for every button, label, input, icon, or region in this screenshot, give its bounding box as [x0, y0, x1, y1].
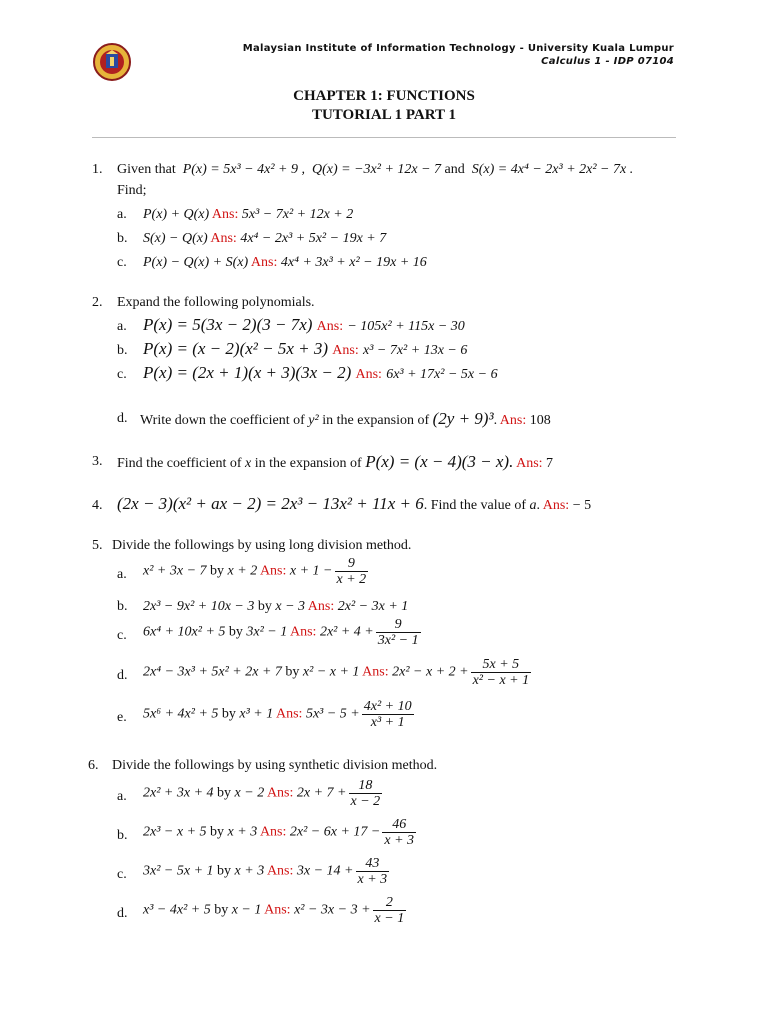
q1-find: Find; [117, 183, 147, 198]
q6-part-b-by: by [210, 824, 225, 840]
q6-number: 6. [88, 758, 99, 773]
q2-part-a [143, 316, 465, 336]
fraction-numerator: 9 [394, 617, 402, 632]
answer-label: Ans: [355, 367, 382, 382]
q6-part-c-ans: 3x − 14 + [296, 863, 354, 879]
q4-number: 4. [92, 498, 103, 513]
q1-given: Given that [117, 162, 176, 177]
q4-answer: − 5 [572, 498, 592, 513]
q4-expr: (2x − 3)(x² + ax − 2) = 2x³ − 13x² + 11x + 6 [117, 494, 424, 513]
q5-part-b [143, 598, 408, 616]
q6-part-c [143, 856, 391, 887]
q1-and: and [444, 162, 465, 177]
q5-part-a-fraction [335, 556, 369, 587]
q1-p: P(x) = 5x³ − 4x² + 9 , [182, 162, 305, 177]
q4-statement: (2x − 3)(x² + ax − 2) = 2x³ − 13x² + 11x + 6. Find the value of a. Ans: − 5 [117, 494, 592, 513]
q1-part-c [143, 254, 427, 272]
fraction-denominator: 3x² − 1 [377, 633, 419, 648]
q1-part-a [143, 206, 353, 224]
q6-part-c-divisor: x + 3 [234, 863, 265, 879]
q6-text: Divide the followings by using synthetic division method. [112, 758, 438, 773]
q5-part-a-by: by [210, 563, 225, 579]
q2-part-b-answer: x³ − 7x² + 13x − 6 [362, 343, 468, 358]
q5-part-d-label: d. [117, 668, 128, 683]
q2-part-d-var: y² [308, 413, 319, 428]
q6-part-b-fraction [382, 817, 416, 848]
fraction-numerator: 46 [392, 817, 407, 832]
q3-var: x [245, 456, 252, 471]
answer-label: Ans: [499, 413, 527, 428]
q5-part-d-ans: 2x² − x + 2 + [392, 664, 469, 680]
course-code: Calculus 1 - IDP 07104 [541, 56, 674, 67]
fraction-numerator: 43 [365, 856, 380, 871]
answer-label: Ans: [542, 498, 570, 513]
q5-part-a-dividend: x² + 3x − 7 [143, 563, 207, 579]
answer-label: Ans: [307, 599, 335, 614]
q5-part-d-fraction [471, 657, 532, 688]
answer-label: Ans: [259, 824, 287, 840]
answer-label: Ans: [362, 664, 389, 680]
q4-var: a [529, 498, 537, 513]
q1-part-a-label: a. [117, 207, 127, 222]
fraction-denominator: x + 3 [357, 872, 388, 887]
q1-statement [117, 161, 633, 179]
q5-part-a-ans: x + 1 − [289, 563, 333, 579]
q1-number: 1. [92, 162, 103, 177]
q2-text: Expand the following polynomials. [117, 295, 315, 310]
q6-part-d-by: by [214, 902, 229, 918]
q1-part-c-expr: P(x) − Q(x) + S(x) [143, 255, 249, 270]
q3-statement [117, 453, 553, 473]
q3-number: 3. [92, 454, 103, 469]
q2-part-c [143, 364, 498, 384]
q6-part-d-ans: x² − 3x − 3 + [294, 902, 371, 918]
q2-part-c-label: c. [117, 367, 127, 382]
q5-part-d-by: by [285, 664, 300, 680]
q6-part-d-divisor: x − 1 [231, 902, 262, 918]
answer-label: Ans: [211, 207, 239, 222]
answer-label: Ans: [259, 563, 287, 579]
q5-part-b-ans: 2x² − 3x + 1 [337, 599, 409, 614]
answer-label: Ans: [332, 343, 359, 358]
q2-part-d-label: d. [117, 411, 128, 426]
q1-part-c-answer: 4x⁴ + 3x³ + x² − 19x + 16 [280, 255, 427, 270]
fraction-numerator: 5x + 5 [482, 657, 520, 672]
q3-expr: P(x) = (x − 4)(3 − x). [365, 452, 514, 471]
q2-part-c-expr: P(x) = (2x + 1)(x + 3)(3x − 2) [143, 363, 352, 382]
q5-part-c-fraction [376, 617, 421, 648]
answer-label: Ans: [266, 863, 294, 879]
q4-text: . Find the value of [423, 498, 527, 513]
q1-part-c-label: c. [117, 255, 127, 270]
answer-label: Ans: [210, 231, 237, 246]
q5-part-a-label: a. [117, 567, 127, 582]
q5-part-a [143, 556, 370, 587]
answer-label: Ans: [266, 785, 294, 801]
q6-part-b-label: b. [117, 828, 128, 843]
q6-part-b-dividend: 2x³ − x + 5 [143, 824, 207, 840]
q5-part-b-divisor: x − 3 [275, 599, 306, 614]
q6-part-d-label: d. [117, 906, 128, 921]
q6-part-c-dividend: 3x² − 5x + 1 [143, 863, 214, 879]
q6-part-b-divisor: x + 3 [227, 824, 258, 840]
answer-label: Ans: [275, 706, 303, 722]
q5-part-c-label: c. [117, 628, 127, 643]
divider [92, 137, 676, 138]
q5-part-d-divisor: x² − x + 1 [302, 664, 360, 680]
chapter-title: CHAPTER 1: FUNCTIONS [293, 88, 475, 104]
q5-part-c [143, 617, 423, 648]
q5-part-e-fraction [362, 699, 414, 730]
q5-part-e [143, 699, 416, 730]
q6-part-a-by: by [217, 785, 232, 801]
q2-number: 2. [92, 295, 103, 310]
q3-text2: in the expansion of [254, 456, 362, 471]
fraction-denominator: x + 2 [336, 572, 367, 587]
q5-text: Divide the followings by using long division method. [112, 538, 412, 553]
answer-label: Ans: [264, 902, 291, 918]
fraction-numerator: 2 [385, 895, 393, 910]
q6-part-a-divisor: x − 2 [234, 785, 265, 801]
q2-part-d-expr: (2y + 9)³ [432, 409, 494, 428]
q5-part-b-by: by [257, 599, 272, 614]
fraction-denominator: x³ + 1 [362, 714, 414, 730]
fraction-numerator: 9 [347, 556, 355, 571]
q1-part-b-answer: 4x⁴ − 2x³ + 5x² − 19x + 7 [240, 231, 387, 246]
institution-name: Malaysian Institute of Information Technology - University Kuala Lumpur [242, 43, 674, 54]
fraction-numerator: 4x² + 10 [363, 699, 412, 714]
answer-label: Ans: [516, 456, 543, 471]
q6-part-c-by: by [217, 863, 232, 879]
q1-part-a-answer: 5x³ − 7x² + 12x + 2 [241, 207, 354, 222]
answer-label: Ans: [289, 624, 317, 640]
q5-part-b-dividend: 2x³ − 9x² + 10x − 3 [143, 599, 255, 614]
q6-part-d-dividend: x³ − 4x² + 5 [143, 902, 211, 918]
q6-part-a-fraction [349, 778, 383, 809]
tutorial-title: TUTORIAL 1 PART 1 [311, 107, 457, 123]
q2-part-a-expr: P(x) = 5(3x − 2)(3 − 7x) [143, 315, 313, 334]
q5-part-c-ans: 2x² + 4 + [319, 624, 374, 640]
q5-part-e-label: e. [117, 710, 127, 725]
q2-part-c-answer: 6x³ + 17x² − 5x − 6 [386, 367, 498, 382]
q1-part-b-label: b. [117, 231, 128, 246]
q6-part-b [143, 817, 418, 848]
q2-part-b-label: b. [117, 343, 128, 358]
q2-part-a-answer: − 105x² + 115x − 30 [347, 319, 465, 334]
q6-part-a-ans: 2x + 7 + [296, 785, 347, 801]
q2-part-b [143, 340, 467, 360]
q3-text1: Find the coefficient of [117, 456, 242, 471]
q6-part-b-ans: 2x² − 6x + 17 − [289, 824, 381, 840]
q5-part-c-by: by [228, 624, 243, 640]
q1-part-a-expr: P(x) + Q(x) [143, 207, 210, 222]
fraction-denominator: x − 2 [350, 794, 381, 809]
q5-part-b-label: b. [117, 599, 128, 614]
q1-q: Q(x) = −3x² + 12x − 7 [311, 162, 442, 177]
q5-number: 5. [92, 538, 103, 553]
q2-part-d-text2: in the expansion of [322, 413, 430, 428]
q2-part-a-label: a. [117, 319, 127, 334]
q2-part-d-answer: 108 [529, 413, 551, 428]
q6-part-c-label: c. [117, 867, 127, 882]
q6-part-a [143, 778, 384, 809]
q2-part-d: Write down the coefficient of y² in the expansion of (2y + 9)³. Ans: 108 [140, 409, 551, 428]
answer-label: Ans: [316, 319, 344, 334]
q6-part-a-label: a. [117, 789, 127, 804]
q5-part-c-dividend: 6x⁴ + 10x² + 5 [143, 624, 226, 640]
q5-part-e-divisor: x³ + 1 [239, 706, 274, 722]
q2-part-b-expr: P(x) = (x − 2)(x² − 5x + 3) [143, 339, 329, 358]
q5-part-d [143, 657, 533, 688]
fraction-denominator: x + 3 [384, 833, 415, 848]
fraction-denominator: x − 1 [374, 911, 405, 926]
q5-part-c-divisor: 3x² − 1 [246, 624, 288, 640]
answer-label: Ans: [250, 255, 278, 270]
q6-part-d [143, 895, 408, 926]
q5-part-e-ans: 5x³ − 5 + [305, 706, 360, 722]
q6-part-a-dividend: 2x² + 3x + 4 [143, 785, 214, 801]
q2-part-d-text1: Write down the coefficient of [140, 413, 305, 428]
q1-s: S(x) = 4x⁴ − 2x³ + 2x² − 7x . [471, 162, 634, 177]
q1-part-b [143, 230, 386, 248]
fraction-denominator: x² − x + 1 [472, 673, 530, 688]
fraction-numerator: 18 [358, 778, 373, 793]
q5-part-e-dividend: 5x⁶ + 4x² + 5 [143, 706, 219, 722]
q5-part-e-by: by [221, 706, 236, 722]
q1-part-b-expr: S(x) − Q(x) [143, 231, 208, 246]
q6-part-d-fraction [373, 895, 407, 926]
q3-answer: 7 [546, 456, 554, 471]
q6-part-c-fraction [356, 856, 390, 887]
q5-part-d-dividend: 2x⁴ − 3x³ + 5x² + 2x + 7 [143, 664, 282, 680]
q5-part-a-divisor: x + 2 [227, 563, 258, 579]
university-crest-icon [92, 42, 132, 82]
